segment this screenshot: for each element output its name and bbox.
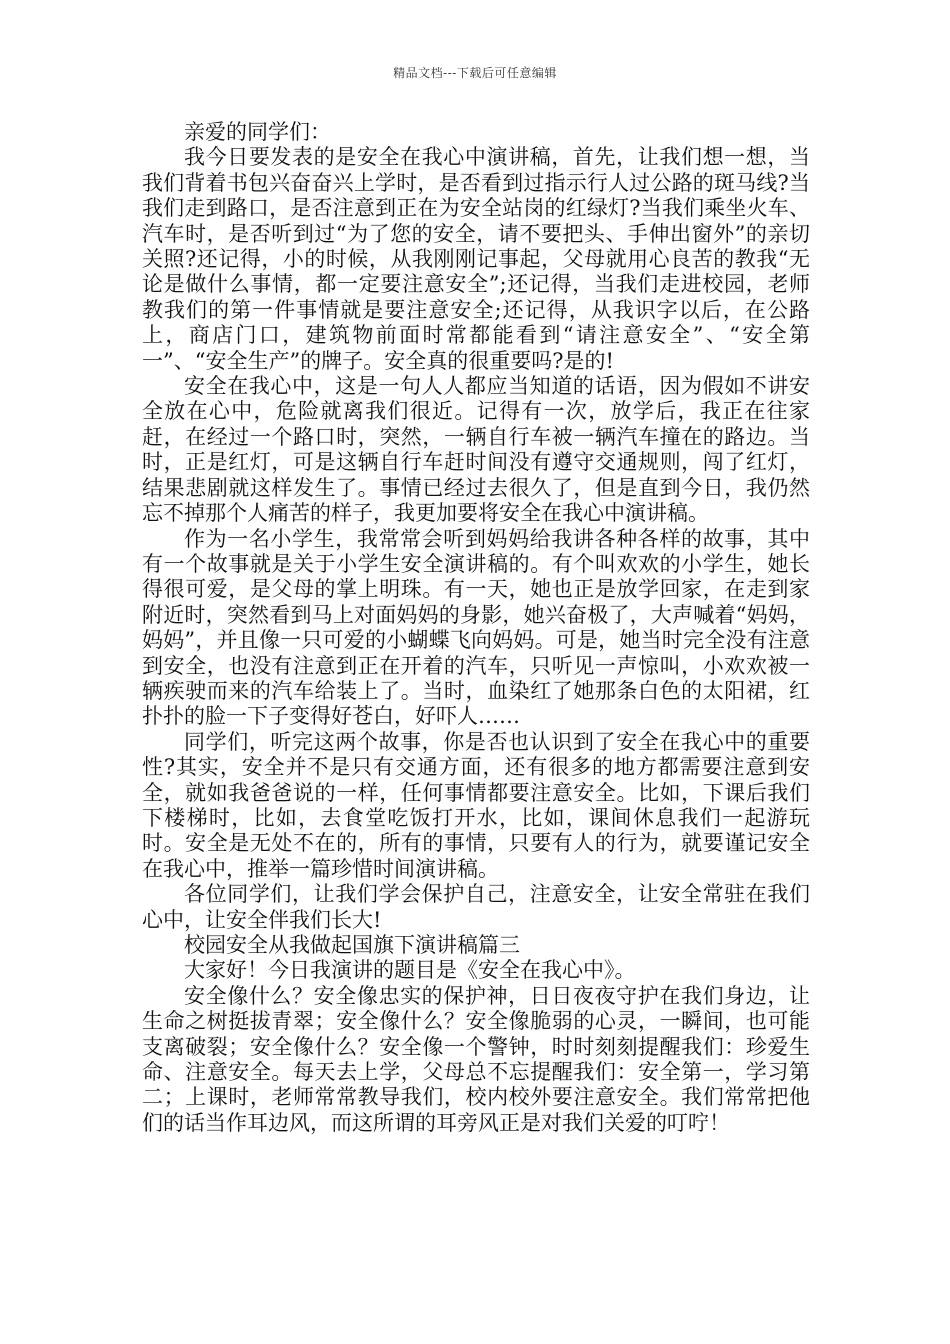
paragraph: 大家好！今日我演讲的题目是《安全在我心中》。 [184,958,636,983]
paragraph: 各位同学们，让我们学会保护自己，注意安全，让安全常驻在我们心中，让安全伴我们长大! [142,882,810,932]
page-header: 精品文档---下载后可任意编辑 [393,66,557,80]
paragraph: 我今日要发表的是安全在我心中演讲稿，首先，让我们想一想，当我们背着书包兴奋奋兴上学时，是否看到过指示行人过公路的斑马线?当我们走到路口，是否注意到正在为安全站岗的红绿灯?当我们乘坐火车、汽车时，是否听到过“为了您的安全，请不要把头、手伸出窗外”的亲切关照?还记得，小的时候，从我刚刚记事起，父母就用心良苦的教我“无论是做什么事情，都一定要注意安全”;还记得，当我们走进校园，老师教我们的第一件事情就是要注意安全;还记得，从我识字以后，在公路上，商店门口，建筑物前面时常都能看到“请注意安全”、“安全第一”、“安全生产”的牌子。安全真的很重要吗?是的! [142,145,810,373]
salutation: 亲爱的同学们： [184,120,331,144]
paragraph: 安全像什么？安全像忠实的保护神，日日夜夜守护在我们身边，让生命之树挺拔青翠；安全像什么？安全像脆弱的心灵，一瞬间，也可能支离破裂；安全像什么？安全像一个警钟，时时刻刻提醒我们：珍爱生命、注意安全。每天去上学，父母总不忘提醒我们：安全第一，学习第二；上课时，老师常常教导我们，校内校外要注意安全。我们常常把他们的话当作耳边风，而这所谓的耳旁风正是对我们关爱的叮咛！ [142,983,810,1135]
document-body [142,120,810,1136]
paragraph: 作为一名小学生，我常常会听到妈妈给我讲各种各样的故事，其中有一个故事就是关于小学生安全演讲稿的。有个叫欢欢的小学生，她长得很可爱，是父母的掌上明珠。有一天，她也正是放学回家，在走到家附近时，突然看到马上对面妈妈的身影，她兴奋极了，大声喊着“妈妈，妈妈”，并且像一只可爱的小蝴蝶飞向妈妈。可是，她当时完全没有注意到安全，也没有注意到正在开着的汽车，只听见一声惊叫，小欢欢被一辆疾驶而来的汽车给装上了。当时，血染红了她那条白色的太阳裙，红扑扑的脸一下子变得好苍白，好吓人…… [142,526,810,729]
paragraph: 安全在我心中，这是一句人人都应当知道的话语，因为假如不讲安全放在心中，危险就离我们很近。记得有一次，放学后，我正在往家赶，在经过一个路口时，突然，一辆自行车被一辆汽车撞在的路边。当时，正是红灯，可是这辆自行车赶时间没有遵守交通规则，闯了红灯，结果悲剧就这样发生了。事情已经过去很久了，但是直到今日，我仍然忘不掉那个人痛苦的样子，我更加要将安全在我心中演讲稿。 [142,374,810,526]
section-title: 校园安全从我做起国旗下演讲稿篇三 [184,933,520,957]
paragraph: 同学们，听完这两个故事，你是否也认识到了安全在我心中的重要性?其实，安全并不是只有交通方面，还有很多的地方都需要注意到安全，就如我爸爸说的一样，任何事情都要注意安全。比如，下课后我们下楼梯时，比如，去食堂吃饭打开水，比如，课间休息我们一起游玩时。安全是无处不在的，所有的事情，只要有人的行为，就要谨记安全在我心中，推举一篇珍惜时间演讲稿。 [142,729,810,881]
